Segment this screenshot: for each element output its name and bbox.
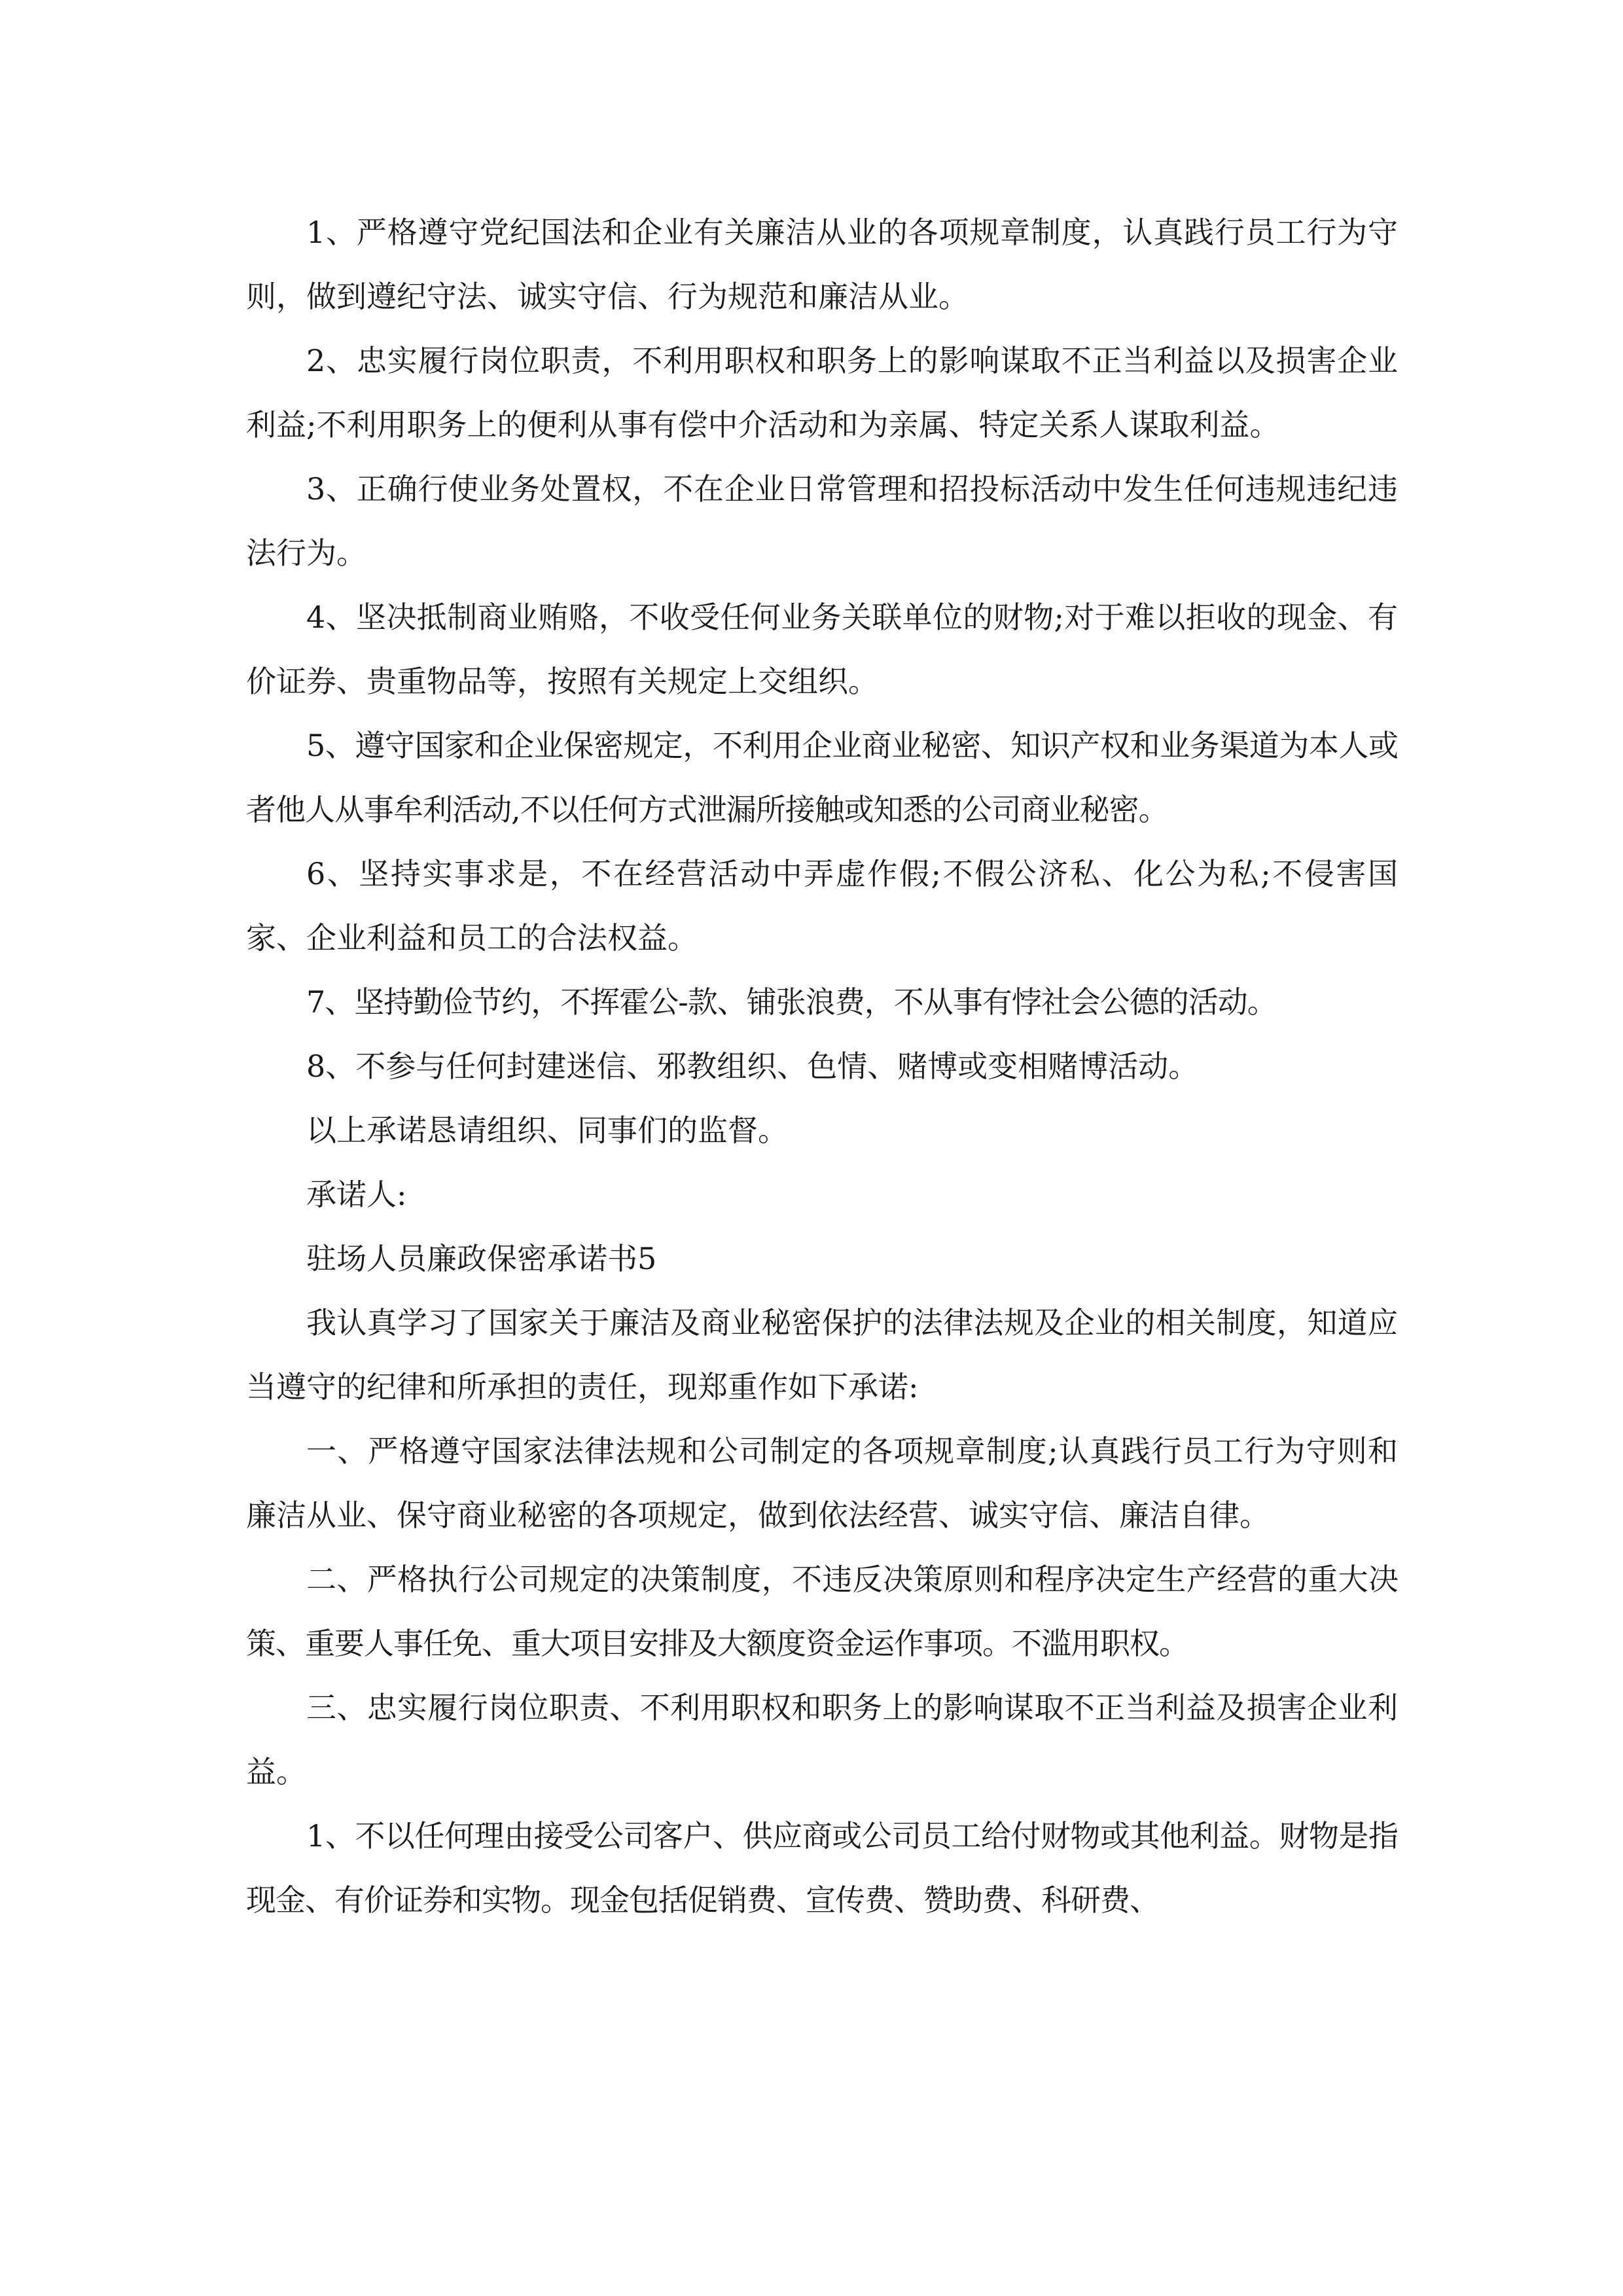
paragraph-commitment-6: 6、坚持实事求是，不在经营活动中弄虚作假;不假公济私、化公为私;不侵害国家、企业利益和员工的合法权益。 (246, 856, 1398, 956)
paragraph-commitment-3: 3、正确行使业务处置权，不在企业日常管理和招投标活动中发生任何违规违纪违法行为。 (246, 471, 1398, 571)
paragraph-commitment-5: 5、遵守国家和企业保密规定，不利用企业商业秘密、知识产权和业务渠道为本人或者他人从事牟利活动,不以任何方式泄漏所接触或知悉的公司商业秘密。 (246, 728, 1398, 827)
paragraph-commitment-4: 4、坚决抵制商业贿赂，不收受任何业务关联单位的财物;对于难以拒收的现金、有价证券、贵重物品等，按照有关规定上交组织。 (246, 600, 1398, 699)
paragraph-signatory-label: 承诺人: (306, 1177, 407, 1212)
paragraph-item-one: 一、严格遵守国家法律法规和公司制定的各项规章制度;认真践行员工行为守则和廉洁从业、保守商业秘密的各项规定，做到依法经营、诚实守信、廉洁自律。 (246, 1433, 1398, 1533)
paragraph-commitment-7: 7、坚持勤俭节约，不挥霍公-款、铺张浪费，不从事有悖社会公德的活动。 (306, 984, 1277, 1020)
paragraph-subitem-1: 1、不以任何理由接受公司客户、供应商或公司员工给付财物或其他利益。财物是指现金、有价证券和实物。现金包括促销费、宣传费、赞助费、科研费、 (246, 1818, 1398, 1918)
paragraph-commitment-8: 8、不参与任何封建迷信、邪教组织、色情、赌博或变相赌博活动。 (306, 1049, 1199, 1084)
paragraph-commitment-1: 1、严格遵守党纪国法和企业有关廉洁从业的各项规章制度，认真践行员工行为守则，做到遵纪守法、诚实守信、行为规范和廉洁从业。 (246, 215, 1398, 314)
paragraph-supervision-request: 以上承诺恳请组织、同事们的监督。 (306, 1113, 788, 1148)
section-title: 驻场人员廉政保密承诺书5 (306, 1241, 657, 1276)
paragraph-item-three: 三、忠实履行岗位职责、不利用职权和职务上的影响谋取不正当利益及损害企业利益。 (246, 1690, 1398, 1789)
paragraph-item-two: 二、严格执行公司规定的决策制度，不违反决策原则和程序决定生产经营的重大决策、重要人事任免、重大项目安排及大额度资金运作事项。不滥用职权。 (246, 1562, 1398, 1661)
paragraph-commitment-2: 2、忠实履行岗位职责，不利用职权和职务上的影响谋取不正当利益以及损害企业利益;不利用职务上的便利从事有偿中介活动和为亲属、特定关系人谋取利益。 (246, 343, 1398, 442)
paragraph-intro: 我认真学习了国家关于廉洁及商业秘密保护的法律法规及企业的相关制度，知道应当遵守的纪律和所承担的责任，现郑重作如下承诺: (246, 1305, 1398, 1405)
document-body (246, 200, 1398, 1932)
